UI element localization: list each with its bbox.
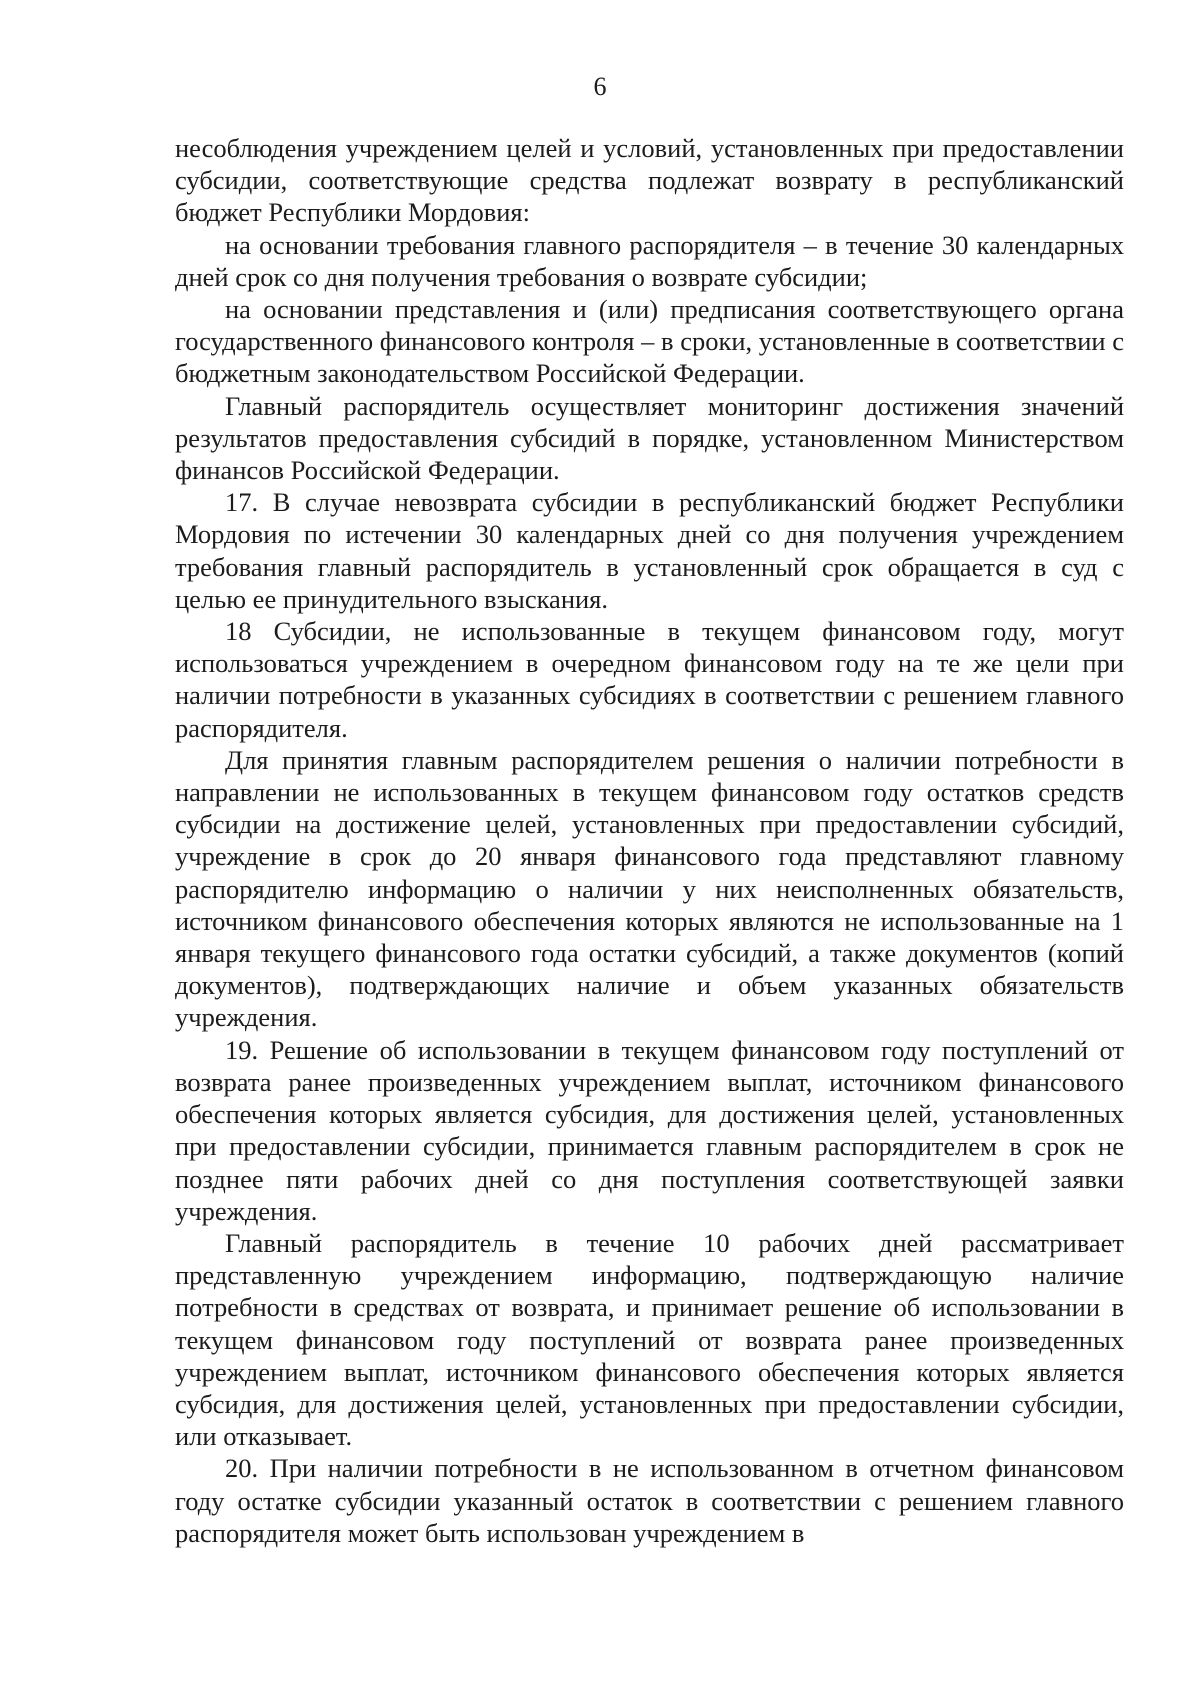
paragraph-item-17: 17. В случае невозврата субсидии в республиканский бюджет Республики Мордовия по истечении 30 календарных дней со дня получения учреждением требования главный распорядитель в установленный срок обращается в суд с целью ее принудительного взыскания. bbox=[175, 487, 1124, 614]
paragraph-item-20: 20. При наличии потребности в не использованном в отчетном финансовом году остатке субсидии указанный остаток в соответствии с решением главного распорядителя может быть использован учреждением в bbox=[175, 1453, 1124, 1548]
paragraph-item-19: 19. Решение об использовании в текущем финансовом году поступлений от возврата ранее произведенных учреждением выплат, источником финансового обеспечения которых является субсидия, для достижения целей, установленных при предоставлении субсидии, принимается главным распорядителем в срок не позднее пяти рабочих дней со дня поступления соответствующей заявки учреждения. bbox=[175, 1034, 1124, 1226]
paragraph-return-by-control-body: на основании представления и (или) предписания соответствующего органа государственного финансового контроля – в сроки, установленные в соответствии с бюджетным законодательством Российской Федерации. bbox=[175, 294, 1124, 389]
document-body bbox=[175, 132, 1124, 1549]
paragraph-decision-on-balances: Для принятия главным распорядителем решения о наличии потребности в направлении не использованных в текущем финансовом году остатков средств субсидии на достижение целей, установленных при предоставлении субсидий, учреждение в срок до 20 января финансового года представляют главному распорядителю информацию о наличии у них неисполненных обязательств, источником финансового обеспечения которых являются не использованные на 1 января текущего финансового года остатки субсидий, а также документов (копий документов), подтверждающих наличие и объем указанных обязательств учреждения. bbox=[175, 744, 1124, 1033]
paragraph-item-18: 18 Субсидии, не использованные в текущем финансовом году, могут использоваться учреждением в очередном финансовом году на те же цели при наличии потребности в указанных субсидиях в соответствии с решением главного распорядителя. bbox=[175, 616, 1124, 743]
paragraph-continuation: несоблюдения учреждением целей и условий, установленных при предоставлении субсидии, соответствующие средства подлежат возврату в республиканский бюджет Республики Мордовия: bbox=[175, 133, 1124, 228]
paragraph-monitoring: Главный распорядитель осуществляет мониторинг достижения значений результатов предоставления субсидий в порядке, установленном Министерством финансов Российской Федерации. bbox=[175, 390, 1124, 486]
paragraph-review-period: Главный распорядитель в течение 10 рабочих дней рассматривает представленную учреждением информацию, подтверждающую наличие потребности в средствах от возврата, и принимает решение об использовании в текущем финансовом году поступлений от возврата ранее произведенных учреждением выплат, источником финансового обеспечения которых является субсидия, для достижения целей, установленных при предоставлении субсидии, или отказывает. bbox=[175, 1227, 1124, 1452]
page-number: 6 bbox=[593, 72, 607, 101]
paragraph-return-by-demand: на основании требования главного распорядителя – в течение 30 календарных дней срок со дня получения требования о возврате субсидии; bbox=[175, 229, 1124, 292]
